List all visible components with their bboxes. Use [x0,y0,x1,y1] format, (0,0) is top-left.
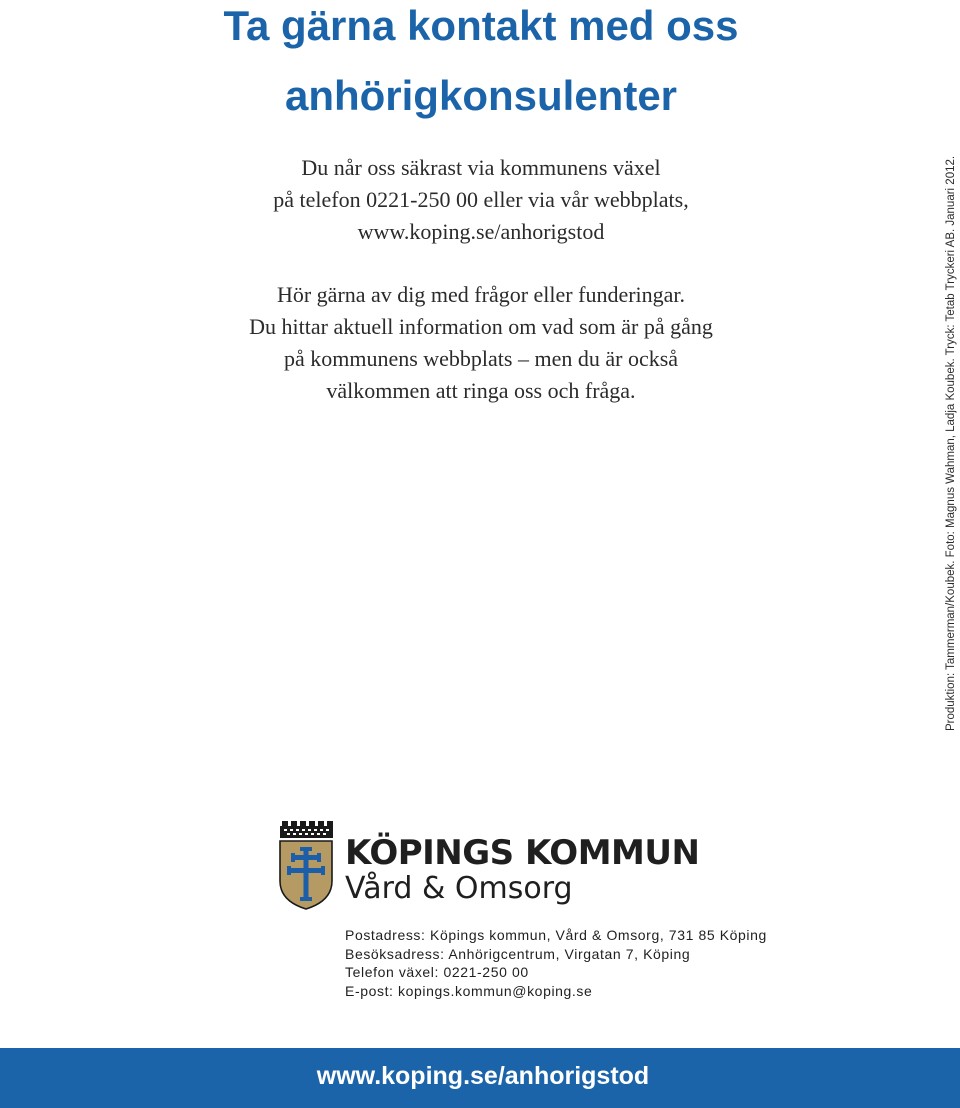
contact-intro-website-link[interactable]: www.koping.se/anhorigstod [357,219,605,244]
page-title-line-1: Ta gärna kontakt med oss [223,2,739,49]
invitation-line: Du hittar aktuell information om vad som är på gång [249,314,713,339]
brand-department: Vård & Omsorg [345,871,573,906]
postal-address: Postadress: Köpings kommun, Vård & Omsorg, 731 85 Köping [345,927,767,943]
switchboard-phone: Telefon växel: 0221-250 00 [345,964,529,980]
invitation-line: på kommunens webbplats – men du är också [283,346,679,371]
address-block [345,926,767,1000]
invitation-paragraph [0,279,960,407]
kopings-kommun-crest-icon [278,821,334,911]
email-address-link[interactable]: E-post: kopings.kommun@koping.se [345,982,593,999]
contact-intro-line: Du når oss säkrast via kommunens växel [301,155,661,180]
footer-website-link[interactable]: www.koping.se/anhorigstod [316,1062,650,1090]
production-credit: Produktion: Tammerman/Koubek. Foto: Magnus Wahman, Ladja Koubek. Tryck: Tetab Tryckeri AB. Januari 2012. [945,155,957,731]
page-title-line-2: anhörigkonsulenter [284,72,678,119]
invitation-line: Hör gärna av dig med frågor eller funderingar. [276,282,686,307]
visiting-address: Besöksadress: Anhörigcentrum, Virgatan 7, Köping [345,945,691,962]
contact-intro-line: på telefon 0221-250 00 eller via vår webbplats, [273,187,689,212]
brand-name: KÖPINGS KOMMUN [345,833,700,873]
contact-intro-paragraph [0,152,960,248]
invitation-line: välkommen att ringa oss och fråga. [326,378,636,403]
footer-bar [0,1048,960,1108]
